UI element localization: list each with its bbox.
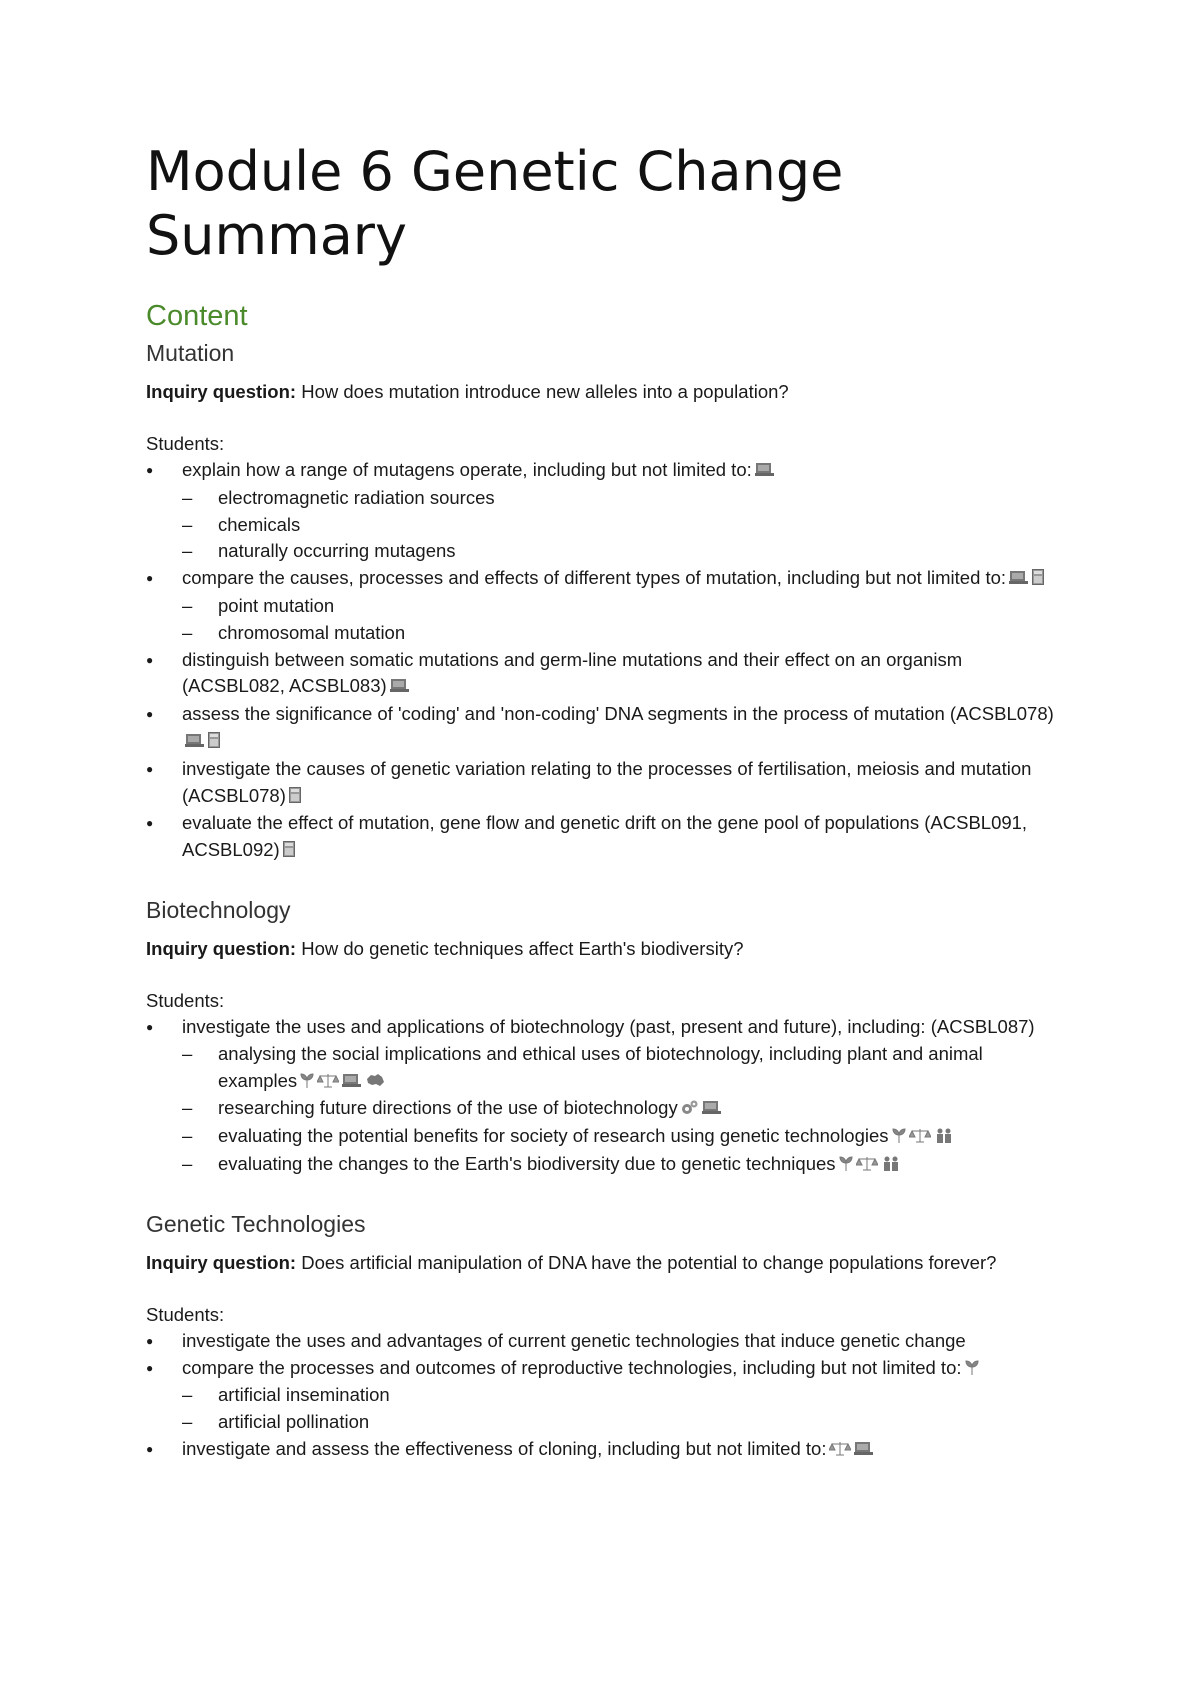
list-item-text: compare the processes and outcomes of reproductive technologies, including but not limited to: — [182, 1356, 962, 1378]
computer-icon — [755, 458, 775, 485]
personal-social-people-icon — [934, 1124, 954, 1151]
list-item — [146, 1355, 1066, 1436]
list-item-text: investigate the uses and applications of biotechnology (past, present and future), including: (ACSBL087) — [182, 1015, 1035, 1037]
ethics-scales-icon — [856, 1152, 878, 1179]
calculator-icon — [283, 838, 295, 865]
page-title: Module 6 Genetic Change Summary — [146, 140, 844, 267]
ethics-scales-icon — [317, 1069, 339, 1096]
computer-icon — [854, 1437, 874, 1464]
bullet-list — [146, 1328, 1066, 1464]
content-heading: Content — [146, 300, 248, 332]
calculator-icon — [208, 729, 220, 756]
sustainability-leaf-icon — [892, 1124, 906, 1151]
sub-list — [182, 1382, 1066, 1436]
inquiry-question — [146, 1249, 1066, 1276]
sub-list-item-text: researching future directions of the use of biotechnology — [218, 1097, 678, 1119]
sub-list-item: – artificial pollination — [182, 1409, 1066, 1436]
inquiry-question — [146, 378, 1066, 405]
list-item — [146, 810, 1066, 865]
list-item-text: evaluate the effect of mutation, gene flow and genetic drift on the gene pool of populations (ACSBL091, ACSBL092) — [182, 812, 1028, 861]
ethics-scales-icon — [829, 1437, 851, 1464]
list-item-text: investigate the causes of genetic variation relating to the processes of fertilisation, meiosis and mutation (ACSBL078) — [182, 757, 1032, 806]
inquiry-label: Inquiry question: — [146, 381, 297, 402]
list-item — [146, 1014, 1066, 1179]
sub-list — [182, 1041, 1066, 1179]
sustainability-leaf-icon — [965, 1356, 979, 1383]
sub-list-item: – chromosomal mutation — [182, 620, 1066, 647]
sub-list-item — [182, 1095, 1066, 1123]
australia-icon — [365, 1069, 385, 1096]
students-label: Students: — [146, 989, 225, 1011]
list-item-text: assess the significance of 'coding' and 'non-coding' DNA segments in the process of mutation (ACSBL078) — [182, 703, 1054, 725]
personal-social-people-icon — [881, 1152, 901, 1179]
sub-list-item: – chemicals — [182, 512, 1066, 539]
sub-list-item — [182, 1151, 1066, 1179]
sub-list — [182, 593, 1066, 647]
calculator-icon — [1032, 566, 1044, 593]
students-label: Students: — [146, 1303, 225, 1325]
computer-icon — [342, 1069, 362, 1096]
computer-icon — [702, 1096, 722, 1123]
inquiry-label: Inquiry question: — [146, 1251, 297, 1273]
list-item-text: investigate and assess the effectiveness of cloning, including but not limited to: — [182, 1437, 827, 1459]
sub-list-item — [182, 1041, 1066, 1096]
list-item — [146, 565, 1066, 646]
list-item — [146, 1328, 1066, 1355]
sub-list — [182, 485, 1066, 565]
inquiry-text: How does mutation introduce new alleles into a population? — [296, 381, 789, 402]
list-item-text: compare the causes, processes and effects of different types of mutation, including but not limited to: — [182, 567, 1007, 589]
critical-thinking-gears-icon — [681, 1096, 699, 1123]
list-item — [146, 1436, 1066, 1464]
list-item-text: investigate the uses and advantages of current genetic technologies that induce genetic change — [182, 1329, 966, 1351]
bullet-list — [146, 1014, 1066, 1179]
list-item — [146, 756, 1066, 811]
students-label: Students: — [146, 433, 225, 454]
list-item-text: distinguish between somatic mutations and germ-line mutations and their effect on an organism (ACSBL082, ACSBL083) — [182, 648, 963, 697]
list-item — [146, 457, 1066, 565]
inquiry-label: Inquiry question: — [146, 937, 297, 959]
list-item-text: explain how a range of mutagens operate, including but not limited to: — [182, 459, 752, 480]
inquiry-text: How do genetic techniques affect Earth's biodiversity? — [296, 937, 744, 959]
computer-icon — [185, 729, 205, 756]
inquiry-text: Does artificial manipulation of DNA have the potential to change populations forever? — [296, 1251, 997, 1273]
sub-list-item-text: evaluating the changes to the Earth's biodiversity due to genetic techniques — [218, 1152, 836, 1174]
sub-list-item: – artificial insemination — [182, 1382, 1066, 1409]
computer-icon — [390, 674, 410, 701]
section-heading-mutation: Mutation — [146, 340, 235, 366]
section-heading-biotechnology: Biotechnology — [146, 896, 291, 923]
ethics-scales-icon — [909, 1124, 931, 1151]
sustainability-leaf-icon — [839, 1152, 853, 1179]
sustainability-leaf-icon — [300, 1069, 314, 1096]
bullet-list — [146, 457, 1066, 865]
list-item — [146, 701, 1066, 756]
sub-list-item-text: analysing the social implications and ethical uses of biotechnology, including plant and animal examples — [218, 1042, 983, 1091]
sub-list-item — [182, 1123, 1066, 1151]
sub-list-item: – naturally occurring mutagens — [182, 538, 1066, 565]
document-page — [146, 140, 1066, 1464]
section-heading-genetic-technologies: Genetic Technologies — [146, 1210, 366, 1237]
computer-icon — [1009, 566, 1029, 593]
calculator-icon — [289, 784, 301, 811]
sub-list-item: – electromagnetic radiation sources — [182, 485, 1066, 512]
inquiry-question — [146, 935, 1066, 962]
sub-list-item-text: evaluating the potential benefits for society of research using genetic technologies — [218, 1125, 889, 1147]
sub-list-item: – point mutation — [182, 593, 1066, 620]
list-item — [146, 647, 1066, 702]
